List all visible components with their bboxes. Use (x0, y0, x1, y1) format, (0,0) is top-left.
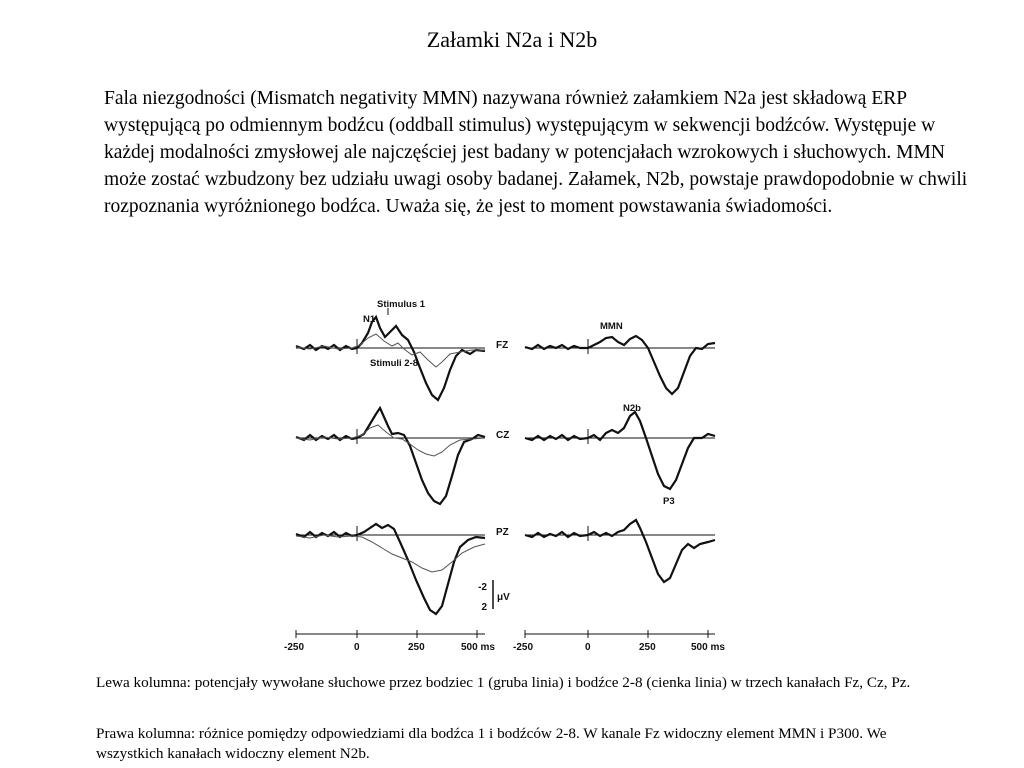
cz-difference-trace (525, 412, 715, 489)
right-axis-label-neg250: -250 (513, 642, 534, 653)
scale-label-bottom: 2 (481, 602, 487, 613)
n1-label: N1 (363, 314, 376, 325)
channel-label-cz: CZ (496, 430, 510, 441)
caption-right-column: Prawa kolumna: różnice pomiędzy odpowiedziami dla bodźca 1 i bodźców 2-8. W kanale Fz widoczny element MMN i P300. We wszystkich kanałach widoczny element N2b. (96, 725, 887, 762)
stimulus1-label: Stimulus 1 (377, 299, 426, 310)
fz-difference-trace (525, 336, 715, 394)
left-axis-label-neg250: -250 (284, 642, 305, 653)
p3-label: P3 (663, 496, 675, 507)
left-axis-label-250: 250 (408, 642, 425, 653)
n2b-label: N2b (623, 403, 641, 414)
cz-stimulus1-trace (296, 408, 485, 504)
left-axis-label-0: 0 (354, 642, 360, 653)
channel-label-fz: FZ (496, 340, 509, 351)
slide-body-text: Fala niezgodności (Mismatch negativity MMN) nazywana również załamkiem N2a jest składową ERP występującą po odmiennym bodźcu (oddball stimulus) występującym w sekwencji bodźców. Występuje w każdej modalności zmysłowej ale najczęściej jest badany w potencjałach wzrokowych i słuchowych. MMN może zostać wzbudzony bez udziału uwagi osoby badanej. Załamek, N2b, powstaje prawdopodobnie w chwili rozpoznania wyróżnionego bodźca. Uważa się, że jest to moment powstawania świadomości. (104, 88, 968, 217)
left-axis-label-500ms: 500 ms (461, 642, 495, 653)
mmn-label: MMN (600, 321, 623, 332)
caption-left-column: Lewa kolumna: potencjały wywołane słuchowe przez bodziec 1 (gruba linia) i bodźce 2-8 (cienka linia) w trzech kanałach Fz, Cz, Pz. (96, 674, 911, 691)
pz-difference-trace (525, 520, 715, 582)
right-axis-label-250: 250 (639, 642, 656, 653)
channel-label-pz: PZ (496, 527, 509, 538)
slide-title: Załamki N2a i N2b (426, 27, 598, 52)
right-axis-label-500ms: 500 ms (691, 642, 725, 653)
stimuli28-label: Stimuli 2-8 (370, 358, 419, 369)
pz-stimulus1-trace (296, 524, 485, 614)
right-axis-label-0: 0 (585, 642, 591, 653)
scale-label-top: -2 (478, 582, 487, 593)
scale-unit-label: μV (497, 592, 510, 603)
erp-figure (280, 288, 750, 660)
erp-figure-svg (280, 288, 750, 660)
